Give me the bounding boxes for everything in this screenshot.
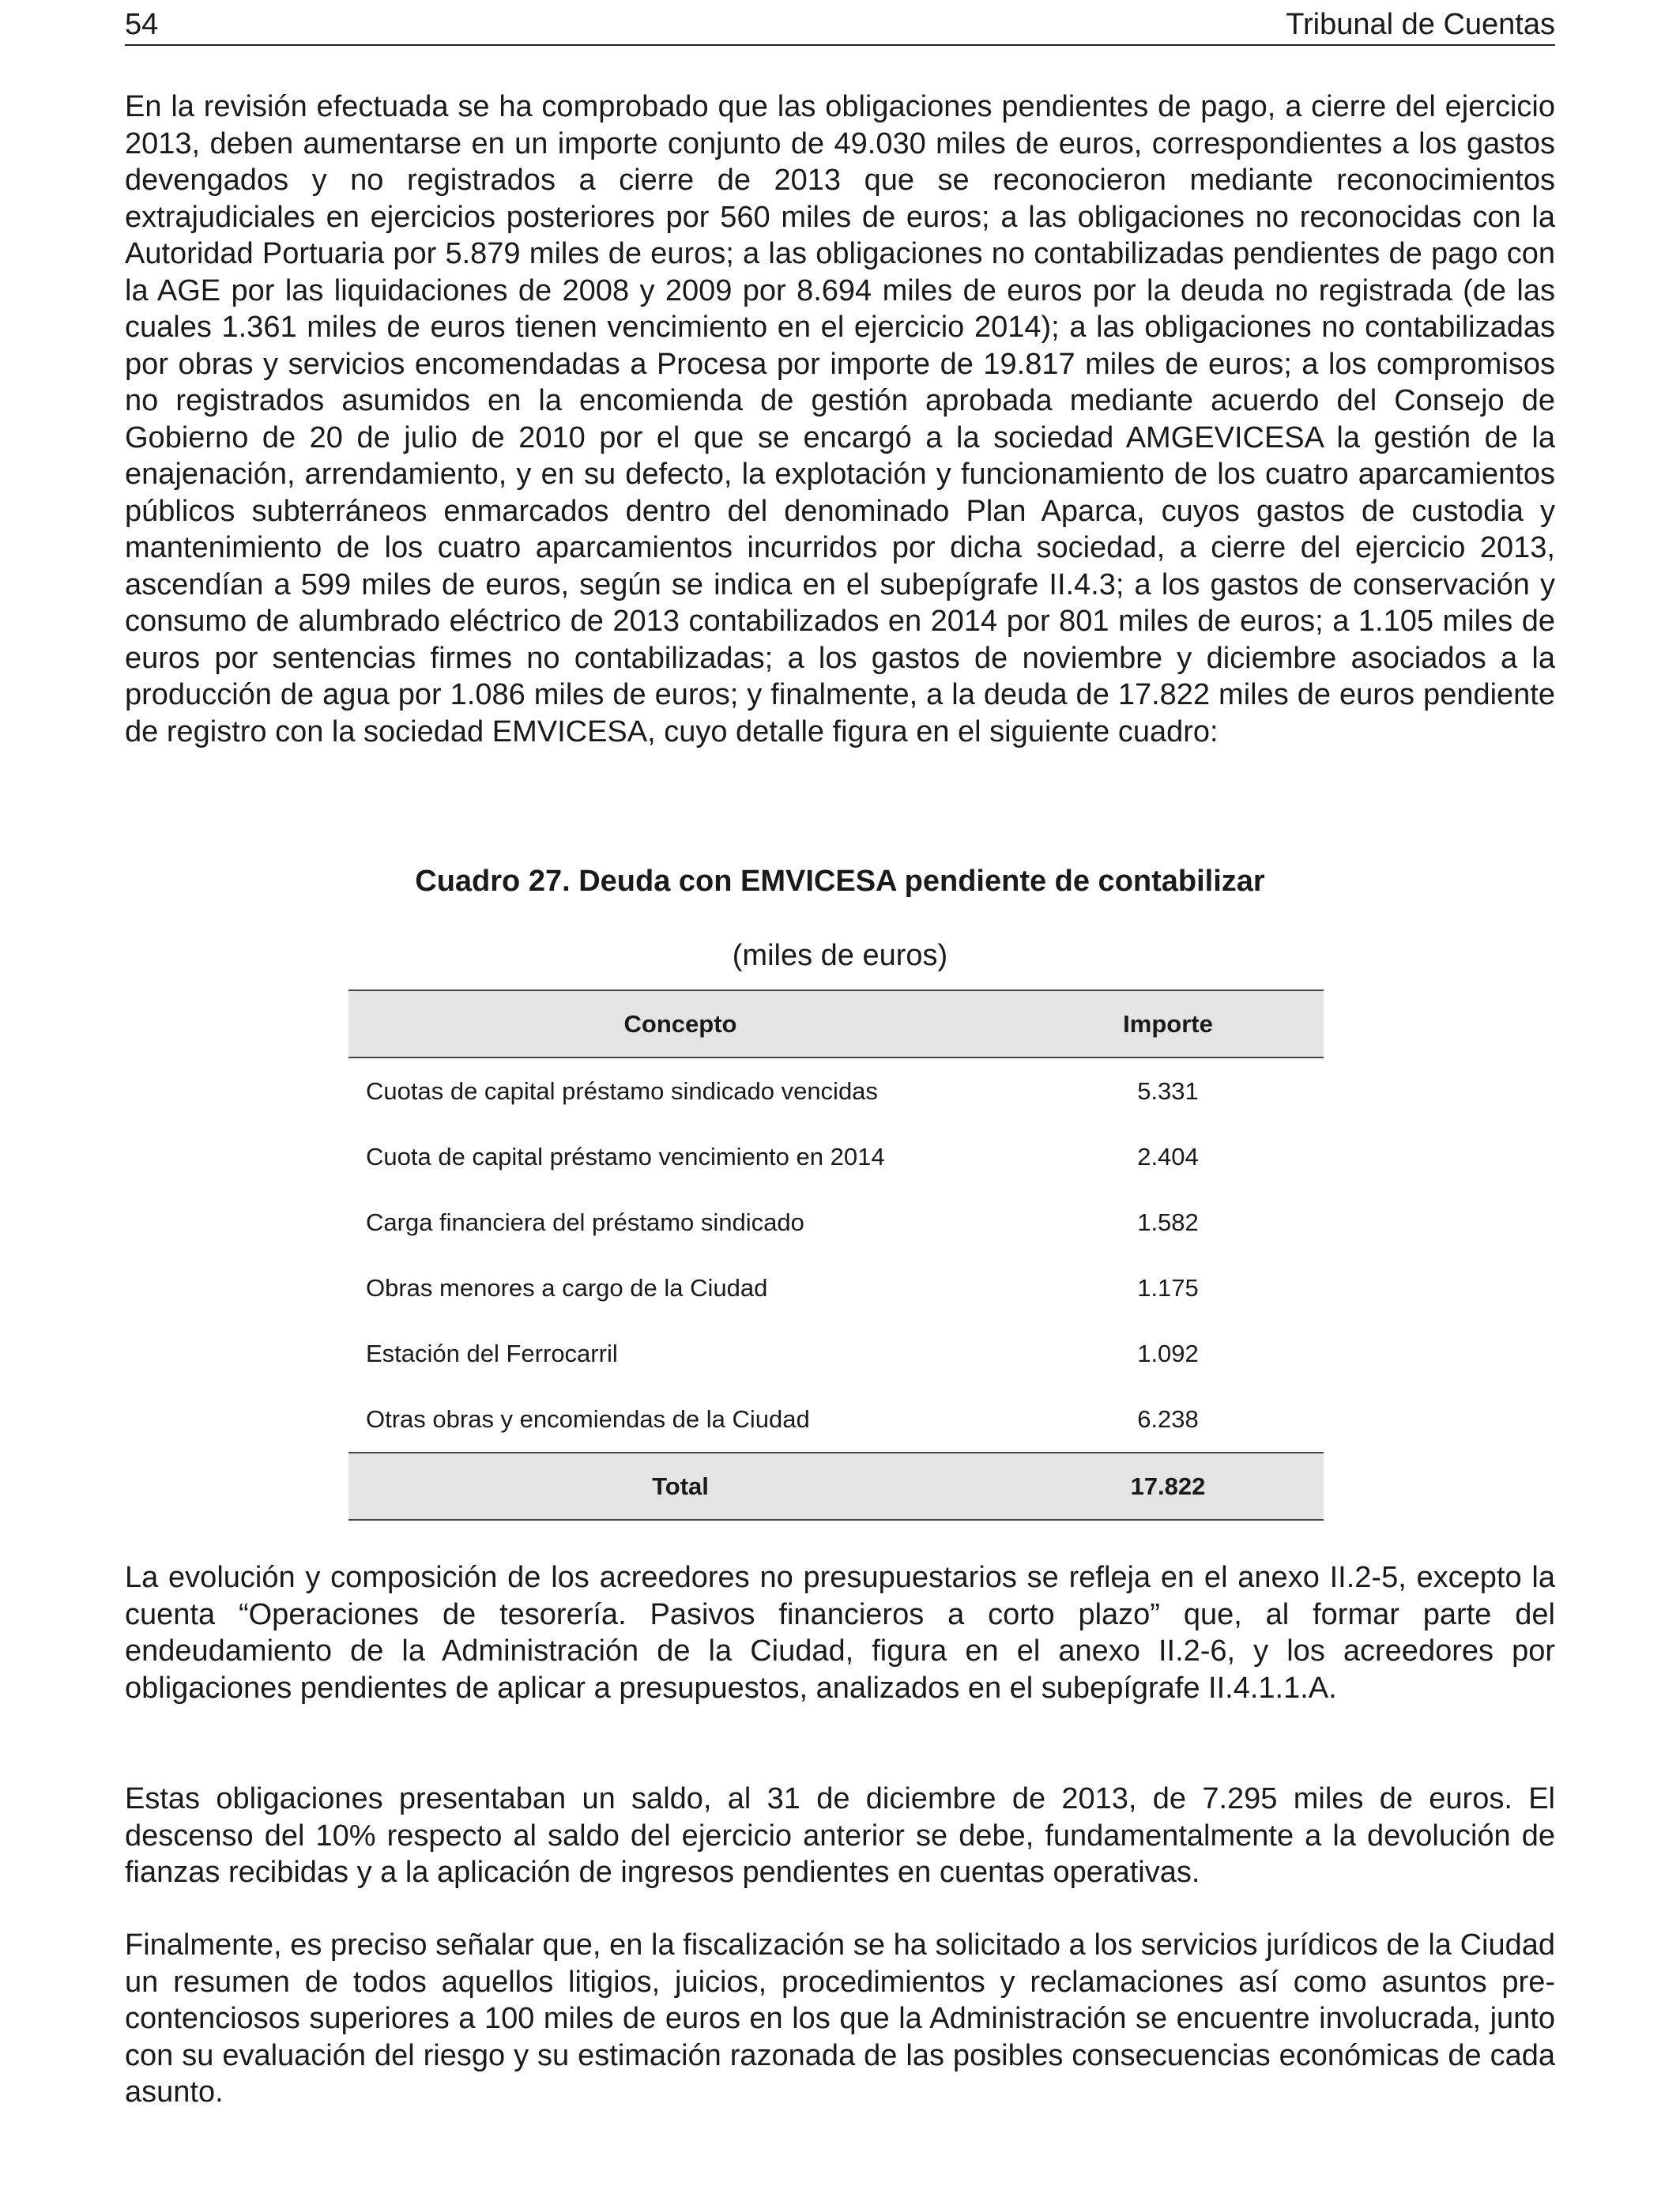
column-header-concepto: Concepto <box>623 1009 737 1038</box>
paragraph-acreedores-no-presupuestarios: La evolución y composición de los acreedores no presupuestarios se refleja en el anexo II.2-5, excepto la cuenta “Operaciones de tesorería. Pasivos financieros a corto plazo” que, al formar parte del endeudamiento de la Administración de la Ciudad, figura en el anexo II.2-6, y los acreedores por obligaciones pendientes de aplicar a presupuestos, analizados en el subepígrafe II.4.1.1.A. <box>125 1561 1555 1705</box>
total-label: Total <box>652 1472 709 1500</box>
table-row <box>348 1386 1324 1453</box>
table-row <box>348 1057 1324 1124</box>
cell-concepto: Obras menores a cargo de la Ciudad <box>366 1273 768 1302</box>
table-row <box>348 1124 1324 1189</box>
cell-concepto: Otras obras y encomiendas de la Ciudad <box>366 1404 810 1433</box>
cell-concepto: Cuotas de capital préstamo sindicado vencidas <box>366 1076 878 1105</box>
cell-concepto: Carga financiera del préstamo sindicado <box>366 1208 804 1236</box>
page-header <box>125 5 1555 46</box>
cell-importe: 1.092 <box>1137 1339 1199 1367</box>
cell-concepto: Estación del Ferrocarril <box>366 1339 618 1367</box>
column-header-importe: Importe <box>1123 1009 1213 1038</box>
table-title: Cuadro 27. Deuda con EMVICESA pendiente de contabilizar <box>415 865 1265 898</box>
cell-importe: 6.238 <box>1137 1404 1199 1433</box>
table-row <box>348 1321 1324 1386</box>
table-units: (miles de euros) <box>732 939 948 972</box>
paragraph-obligaciones-pendientes: En la revisión efectuada se ha comprobado que las obligaciones pendientes de pago, a cierre del ejercicio 2013, deben aumentarse en un importe conjunto de 49.030 miles de euros, correspondientes a los gastos devengados y no registrados a cierre de 2013 que se reconocieron mediante reconocimientos extrajudiciales en ejercicios posteriores por 560 miles de euros; a las obligaciones no reconocidas con la Autoridad Portuaria por 5.879 miles de euros; a las obligaciones no contabilizadas pendientes de pago con la AGE por las liquidaciones de 2008 y 2009 por 8.694 miles de euros por la deuda no registrada (de las cuales 1.361 miles de euros tienen vencimiento en el ejercicio 2014); a las obligaciones no contabilizadas por obras y servicios encomendadas a Procesa por importe de 19.817 miles de euros; a los compromisos no registrados asumidos en la encomienda de gestión aprobada mediante acuerdo del Consejo de Gobierno de 20 de julio de 2010 por el que se encargó a la sociedad AMGEVICESA la gestión de la enajenación, arrendamiento, y en su defecto, la explotación y funcionamiento de los cuatro aparcamientos públicos subterráneos enmarcados dentro del denominado Plan Aparca, cuyos gastos de custodia y mantenimiento de los cuatro aparcamientos incurridos por dicha sociedad, a cierre del ejercicio 2013, ascendían a 599 miles de euros, según se indica en el subepígrafe II.4.3; a los gastos de conservación y consumo de alumbrado eléctrico de 2013 contabilizados en 2014 por 801 miles de euros; a 1.105 miles de euros por sentencias firmes no contabilizadas; a los gastos de noviembre y diciembre asociados a la producción de agua por 1.086 miles de euros; y finalmente, a la deuda de 17.822 miles de euros pendiente de registro con la sociedad EMVICESA, cuyo detalle figura en el siguiente cuadro: <box>125 90 1555 748</box>
table-row <box>348 1189 1324 1255</box>
data-table <box>348 990 1324 1521</box>
cell-importe: 5.331 <box>1137 1076 1199 1105</box>
cell-importe: 1.175 <box>1137 1273 1199 1302</box>
header-title: Tribunal de Cuentas <box>1286 8 1555 41</box>
paragraph-saldo-obligaciones: Estas obligaciones presentaban un saldo, al 31 de diciembre de 2013, de 7.295 miles de euros. El descenso del 10% respecto al saldo del ejercicio anterior se debe, fundamentalmente a la devolución de fianzas recibidas y a la aplicación de ingresos pendientes en cuentas operativas. <box>125 1782 1555 1889</box>
cell-concepto: Cuota de capital préstamo vencimiento en 2014 <box>366 1142 885 1171</box>
total-value: 17.822 <box>1130 1472 1206 1500</box>
table-total-row <box>348 1453 1324 1520</box>
table-row <box>348 1255 1324 1321</box>
emvicesa-debt-table <box>348 990 1324 1521</box>
page-number: 54 <box>125 8 159 41</box>
cell-importe: 1.582 <box>1137 1208 1199 1236</box>
cell-importe: 2.404 <box>1137 1142 1199 1171</box>
paragraph-litigios: Finalmente, es preciso señalar que, en la fiscalización se ha solicitado a los servicios jurídicos de la Ciudad un resumen de todos aquellos litigios, juicios, procedimientos y reclamaciones así como asuntos pre-contenciosos superiores a 100 miles de euros en los que la Administración se encuentre involucrada, junto con su evaluación del riesgo y su estimación razonada de las posibles consecuencias económicas de cada asunto. <box>125 1928 1555 2109</box>
table-header-row <box>348 990 1324 1057</box>
